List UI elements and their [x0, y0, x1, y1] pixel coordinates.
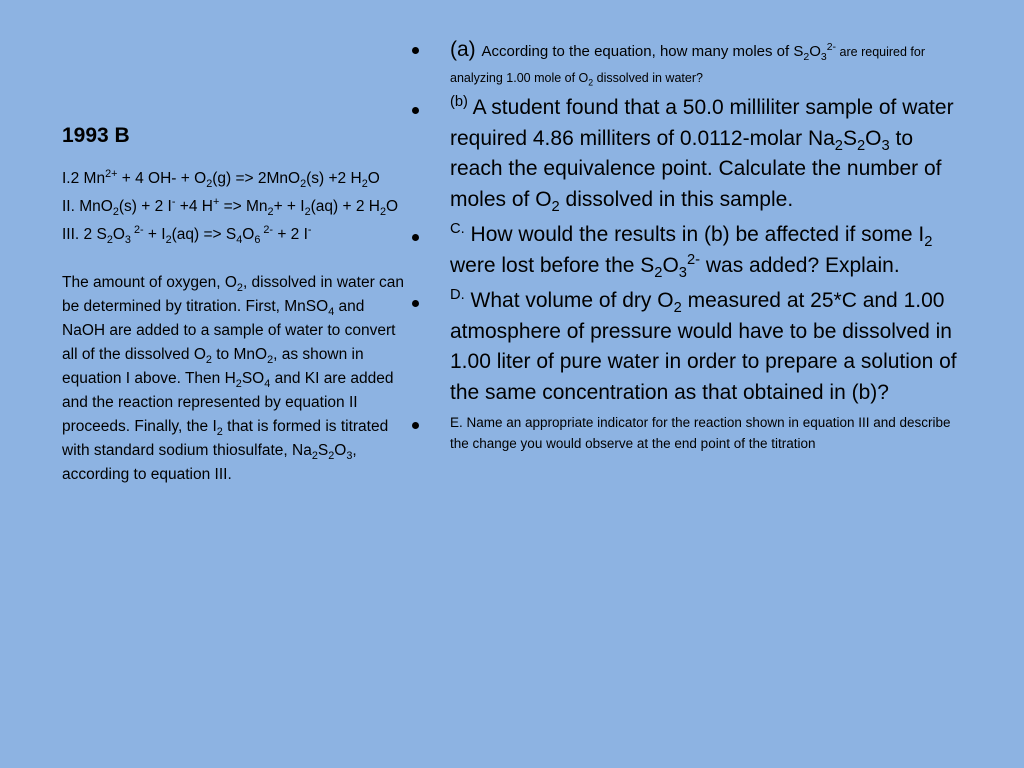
equation-3: III. 2 $S_2O_3$ $^{2-} + I_2(aq) => S_4O_6$ $^{2-}$ + 2 I-: [62, 223, 312, 247]
equation-1: I.2 $Mn^{2+} + 4$ $OH- + O_2(g) => 2MnO_2(s) +2$ $H_2O$: [62, 167, 380, 191]
question-d: $^{D.}$ What volume of dry $O_2$ measured at 25*C and 1.00 atmosphere of pressure would have to be dissolved in 1.00 liter of pure water in order to prepare a solution of the same concentration as that obtained in (b)?: [450, 287, 957, 404]
question-c: $^{C.}$ How would the results in (b) be affected if some $I_2$ were lost before the $S_2O_3^{2-}$ was added? Explain.: [450, 221, 933, 281]
equation-2: II. MnO$_2$(s) + 2 I- +4 $H^+ => Mn_2+ + I_2(aq) + 2$ $H_2O$: [62, 195, 399, 219]
question-a: (a) According to the equation, how many moles of $S_2O_3^{2-}$ are required for analyzing 1.00 mole of $O_2$ dissolved in water?: [450, 38, 925, 88]
intro-paragraph: The amount of oxygen, $O_2$, dissolved in water can be determined by titration. First, MnSO$_4$ and NaOH are added to a sample of water to convert all of the dissolved $O_2$ to MnO$_2$, as shown in equation I above. Then $H_2SO_4$ and KI are added and the reaction represented by equation II proceeds. Finally, the $I_2$ that is formed is titrated with standard sodium thiosulfate, $Na_2S_2O_3$, according to equation III.: [62, 274, 405, 483]
questions-list: [412, 38, 967, 459]
question-e: E. Name an appropriate indicator for the reaction shown in equation III and describe the change you would observe at the end point of the titration: [450, 415, 951, 451]
question-b: $^{(b)}$ A student found that a 50.0 milliliter sample of water required 4.86 milliters of 0.0112-molar $Na_2S_2O_3$ to reach the equivalence point. Calculate the number of moles of $O_2$ dissolved in this sample.: [450, 94, 954, 215]
slide-title: 1993 B: [62, 124, 130, 147]
left-column: [62, 167, 407, 487]
